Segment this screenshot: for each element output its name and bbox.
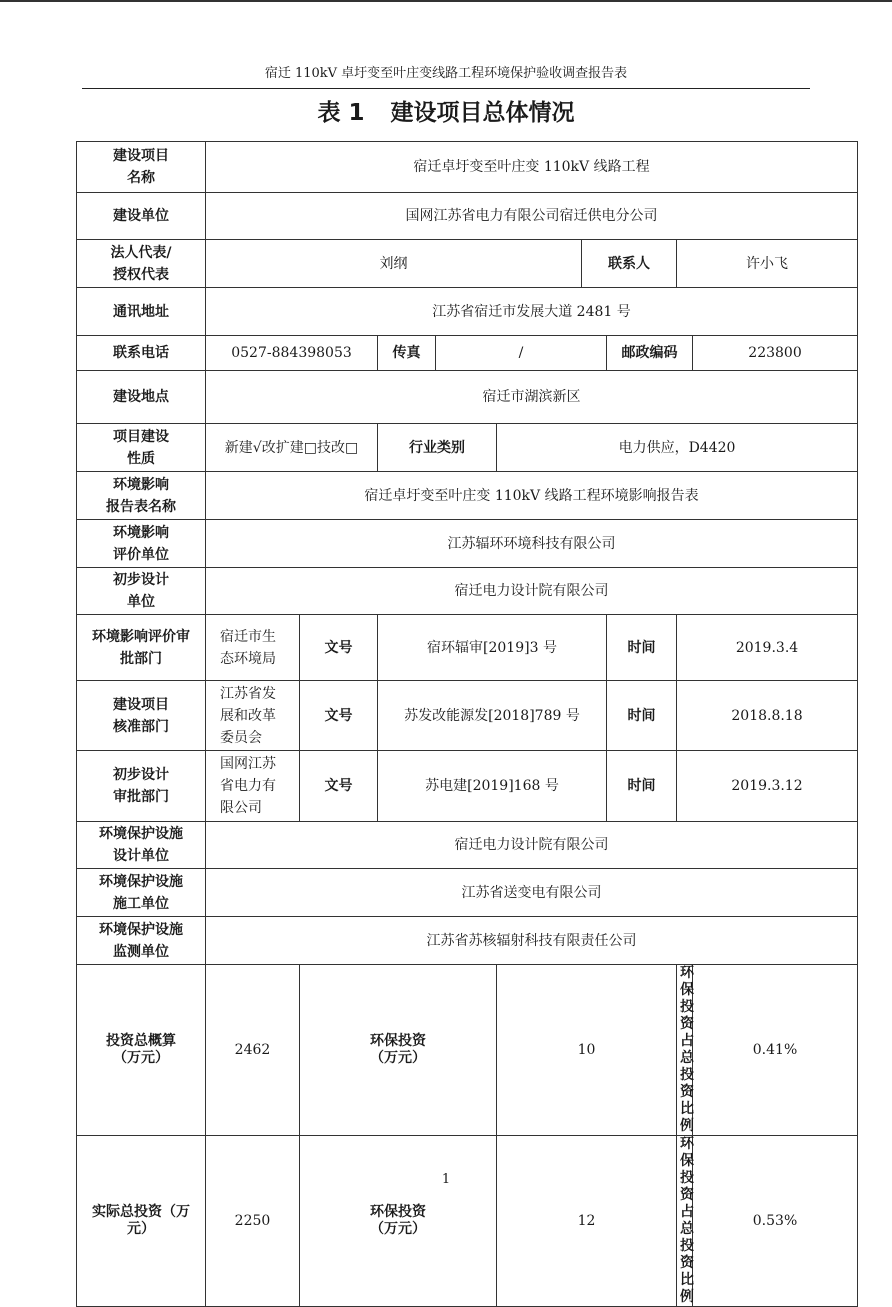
eia-approval-doc-label: 文号	[300, 615, 378, 681]
phone-label: 联系电话	[77, 336, 206, 371]
builder-label: 建设单位	[77, 193, 206, 240]
design-approval-doc-value: 苏电建[2019]168 号	[378, 751, 607, 822]
table-row	[77, 288, 858, 336]
address-label: 通讯地址	[77, 288, 206, 336]
table-row	[77, 424, 858, 472]
budget-value: 2462	[206, 965, 300, 1136]
builder-value: 国网江苏省电力有限公司宿迁供电分公司	[206, 193, 858, 240]
phone-value: 0527-884398053	[206, 336, 378, 371]
table-row	[77, 472, 858, 520]
legal-rep-label: 法人代表/ 授权代表	[77, 240, 206, 288]
env-monitor-label: 环境保护设施 监测单位	[77, 917, 206, 965]
eia-report-label: 环境影响 报告表名称	[77, 472, 206, 520]
project-name-value: 宿迁卓圩变至叶庄变 110kV 线路工程	[206, 142, 858, 193]
industry-value: 电力供应，D4420	[497, 424, 858, 472]
eia-unit-value: 江苏辐环环境科技有限公司	[206, 520, 858, 568]
design-approval-doc-label: 文号	[300, 751, 378, 822]
page-top-border	[0, 0, 892, 2]
design-approval-time-label: 时间	[607, 751, 677, 822]
design-approval-time-value: 2019.3.12	[677, 751, 858, 822]
budget-ratio-label: 环保投 资占总 投资比 例	[677, 965, 693, 1136]
project-approval-time-value: 2018.8.18	[677, 681, 858, 751]
table-row	[77, 336, 858, 371]
postcode-label: 邮政编码	[607, 336, 693, 371]
table-row	[77, 568, 858, 615]
nature-value: 新建√改扩建□技改□	[206, 424, 378, 472]
eia-approval-doc-value: 宿环辐审[2019]3 号	[378, 615, 607, 681]
project-approval-dept: 江苏省发 展和改革 委员会	[206, 681, 300, 751]
env-design-label: 环境保护设施 设计单位	[77, 822, 206, 869]
location-label: 建设地点	[77, 371, 206, 424]
table-row	[77, 371, 858, 424]
eia-approval-time-value: 2019.3.4	[677, 615, 858, 681]
table-row	[77, 520, 858, 568]
budget-ratio-value: 0.41%	[693, 965, 858, 1136]
nature-label: 项目建设 性质	[77, 424, 206, 472]
table-row	[77, 869, 858, 917]
fax-value: /	[436, 336, 607, 371]
page-number: 1	[441, 1172, 451, 1187]
actual-ratio-value: 0.53%	[693, 1136, 858, 1307]
eia-approval-label: 环境影响评价审 批部门	[77, 615, 206, 681]
project-name-label: 建设项目 名称	[77, 142, 206, 193]
eia-unit-label: 环境影响 评价单位	[77, 520, 206, 568]
eia-approval-time-label: 时间	[607, 615, 677, 681]
design-approval-label: 初步设计 审批部门	[77, 751, 206, 822]
project-approval-doc-value: 苏发改能源发[2018]789 号	[378, 681, 607, 751]
project-approval-time-label: 时间	[607, 681, 677, 751]
table-row	[77, 193, 858, 240]
env-monitor-value: 江苏省苏核辐射科技有限责任公司	[206, 917, 858, 965]
project-approval-label: 建设项目 核准部门	[77, 681, 206, 751]
table-title: 建设项目总体情况	[390, 100, 575, 126]
document-header: 宿迁 110kV 卓圩变至叶庄变线路工程环境保护验收调查报告表	[82, 64, 810, 89]
table-row	[77, 240, 858, 288]
legal-rep-value: 刘纲	[206, 240, 582, 288]
eia-approval-dept: 宿迁市生 态环境局	[206, 615, 300, 681]
table-number: 表 1	[317, 100, 365, 126]
budget-env-label: 环保投资 （万元）	[300, 965, 497, 1136]
actual-ratio-label: 环保投 资占总 投资比 例	[677, 1136, 693, 1307]
project-overview-table	[76, 141, 858, 1307]
table-row	[77, 1136, 858, 1307]
postcode-value: 223800	[693, 336, 858, 371]
actual-label: 实际总投资（万 元）	[77, 1136, 206, 1307]
prelim-design-label: 初步设计 单位	[77, 568, 206, 615]
prelim-design-value: 宿迁电力设计院有限公司	[206, 568, 858, 615]
table-row	[77, 681, 858, 751]
actual-env-value: 12	[497, 1136, 677, 1307]
table-row	[77, 751, 858, 822]
table-row	[77, 615, 858, 681]
industry-label: 行业类别	[378, 424, 497, 472]
fax-label: 传真	[378, 336, 436, 371]
env-construct-label: 环境保护设施 施工单位	[77, 869, 206, 917]
table-row	[77, 965, 858, 1136]
contact-label: 联系人	[582, 240, 677, 288]
budget-label: 投资总概算 （万元）	[77, 965, 206, 1136]
actual-env-label: 环保投资 （万元）	[300, 1136, 497, 1307]
address-value: 江苏省宿迁市发展大道 2481 号	[206, 288, 858, 336]
budget-env-value: 10	[497, 965, 677, 1136]
page-title	[0, 98, 892, 128]
actual-value: 2250	[206, 1136, 300, 1307]
design-approval-dept: 国网江苏 省电力有 限公司	[206, 751, 300, 822]
env-design-value: 宿迁电力设计院有限公司	[206, 822, 858, 869]
table-row	[77, 917, 858, 965]
env-construct-value: 江苏省送变电有限公司	[206, 869, 858, 917]
table-row	[77, 822, 858, 869]
location-value: 宿迁市湖滨新区	[206, 371, 858, 424]
eia-report-value: 宿迁卓圩变至叶庄变 110kV 线路工程环境影响报告表	[206, 472, 858, 520]
project-approval-doc-label: 文号	[300, 681, 378, 751]
table-row	[77, 142, 858, 193]
contact-value: 许小飞	[677, 240, 858, 288]
